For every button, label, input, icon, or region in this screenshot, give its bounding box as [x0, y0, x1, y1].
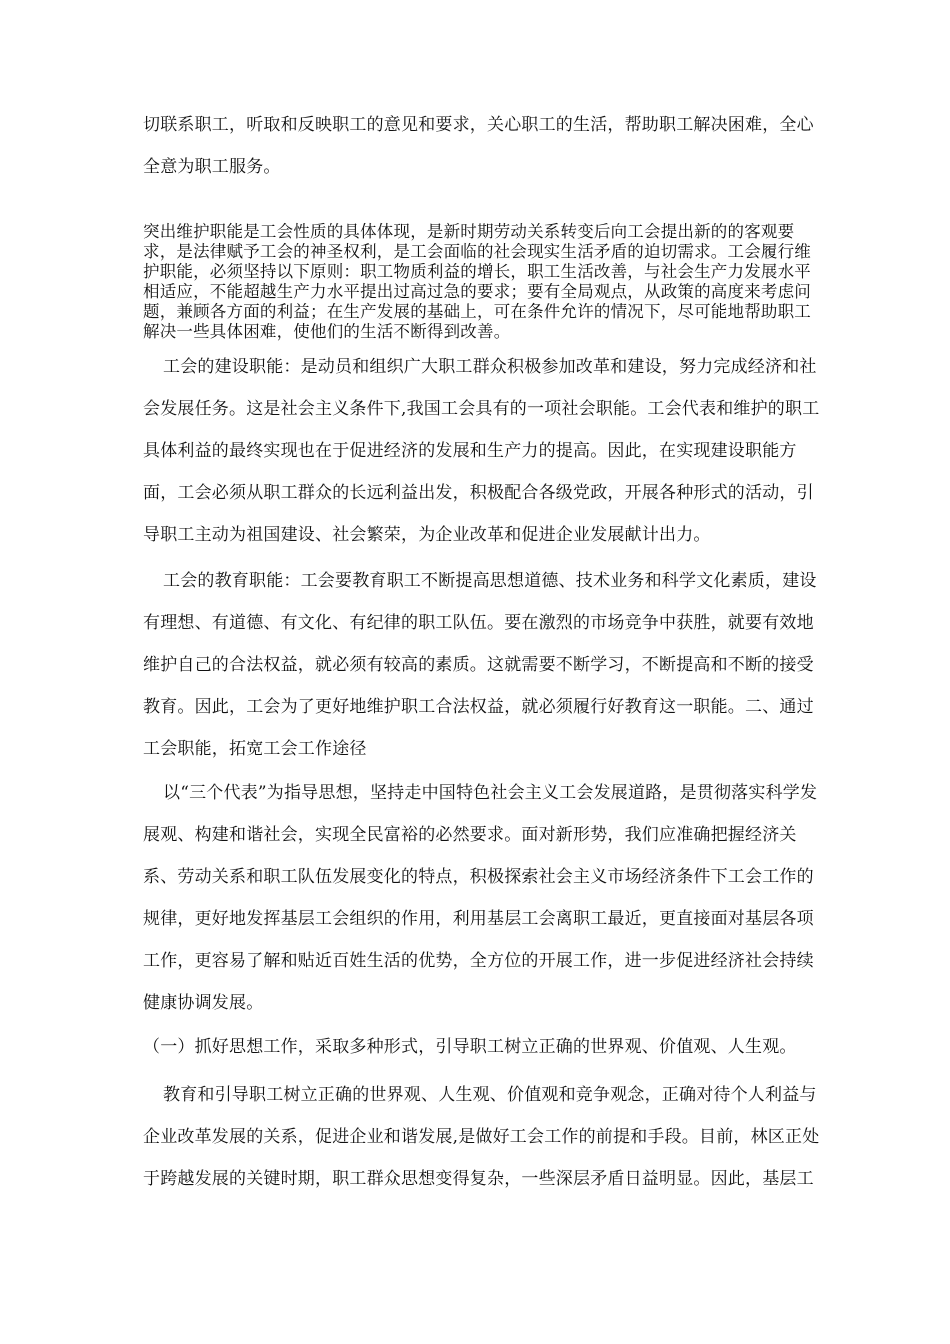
paragraph-3: 工会的建设职能：是动员和组织广大职工群众积极参加改革和建设，努力完成经济和社会发展任务。这是社会主义条件下,我国工会具有的一项社会职能。工会代表和维护的职工具体利益的最终实现也在于促进经济的发展和生产力的提高。因此，在实现建设职能方面，工会必须从职工群众的长远利益出发，积极配合各级党政，开展各种形式的活动，引导职工主动为祖国建设、社会繁荣，为企业改革和促进企业发展献计出力。 — [143, 357, 820, 545]
paragraph-2: 突出维护职能是工会性质的具体体现，是新时期劳动关系转变后向工会提出新的的客观要求，是法律赋予工会的神圣权利，是工会面临的社会现实生活矛盾的迫切需求。工会履行维护职能，必须坚持以下原则：职工物质利益的增长，职工生活改善，与社会生产力发展水平相适应，不能超越生产力水平提出过高过急的要求；要有全局观点，从政策的高度来考虑问题，兼顾各方面的利益；在生产发展的基础上，可在条件允许的情况下，尽可能地帮助职工解决一些具体困难，使他们的生活不断得到改善。 — [143, 222, 811, 341]
paragraph-5: 以“三个代表”为指导思想，坚持走中国特色社会主义工会发展道路，是贯彻落实科学发展观、构建和谐社会，实现全民富裕的必然要求。面对新形势，我们应准确把握经济关系、劳动关系和职工队伍发展变化的特点，积极探索社会主义市场经济条件下工会工作的规律，更好地发挥基层工会组织的作用，利用基层工会离职工最近，更直接面对基层各项工作，更容易了解和贴近百姓生活的优势，全方位的开展工作，进一步促进经济社会持续健康协调发展。 — [143, 783, 818, 1013]
paragraph-4: 工会的教育职能：工会要教育职工不断提高思想道德、技术业务和科学文化素质，建设有理想、有道德、有文化、有纪律的职工队伍。要在激烈的市场竞争中获胜，就要有效地维护自己的合法权益，就必须有较高的素质。这就需要不断学习，不断提高和不断的接受教育。因此，工会为了更好地维护职工合法权益，就必须履行好教育这一职能。二、通过工会职能，拓宽工会工作途径 — [143, 571, 817, 759]
paragraph-7: 教育和引导职工树立正确的世界观、人生观、价值观和竞争观念，正确对待个人利益与企业改革发展的关系，促进企业和谐发展,是做好工会工作的前提和手段。目前，林区正处于跨越发展的关键时期，职工群众思想变得复杂，一些深层矛盾日益明显。因此，基层工 — [143, 1085, 820, 1189]
paragraph-6: （一）抓好思想工作，采取多种形式，引导职工树立正确的世界观、价值观、人生观。 — [143, 1037, 797, 1057]
paragraph-1: 切联系职工，听取和反映职工的意见和要求，关心职工的生活，帮助职工解决困难，全心全意为职工服务。 — [143, 115, 814, 177]
